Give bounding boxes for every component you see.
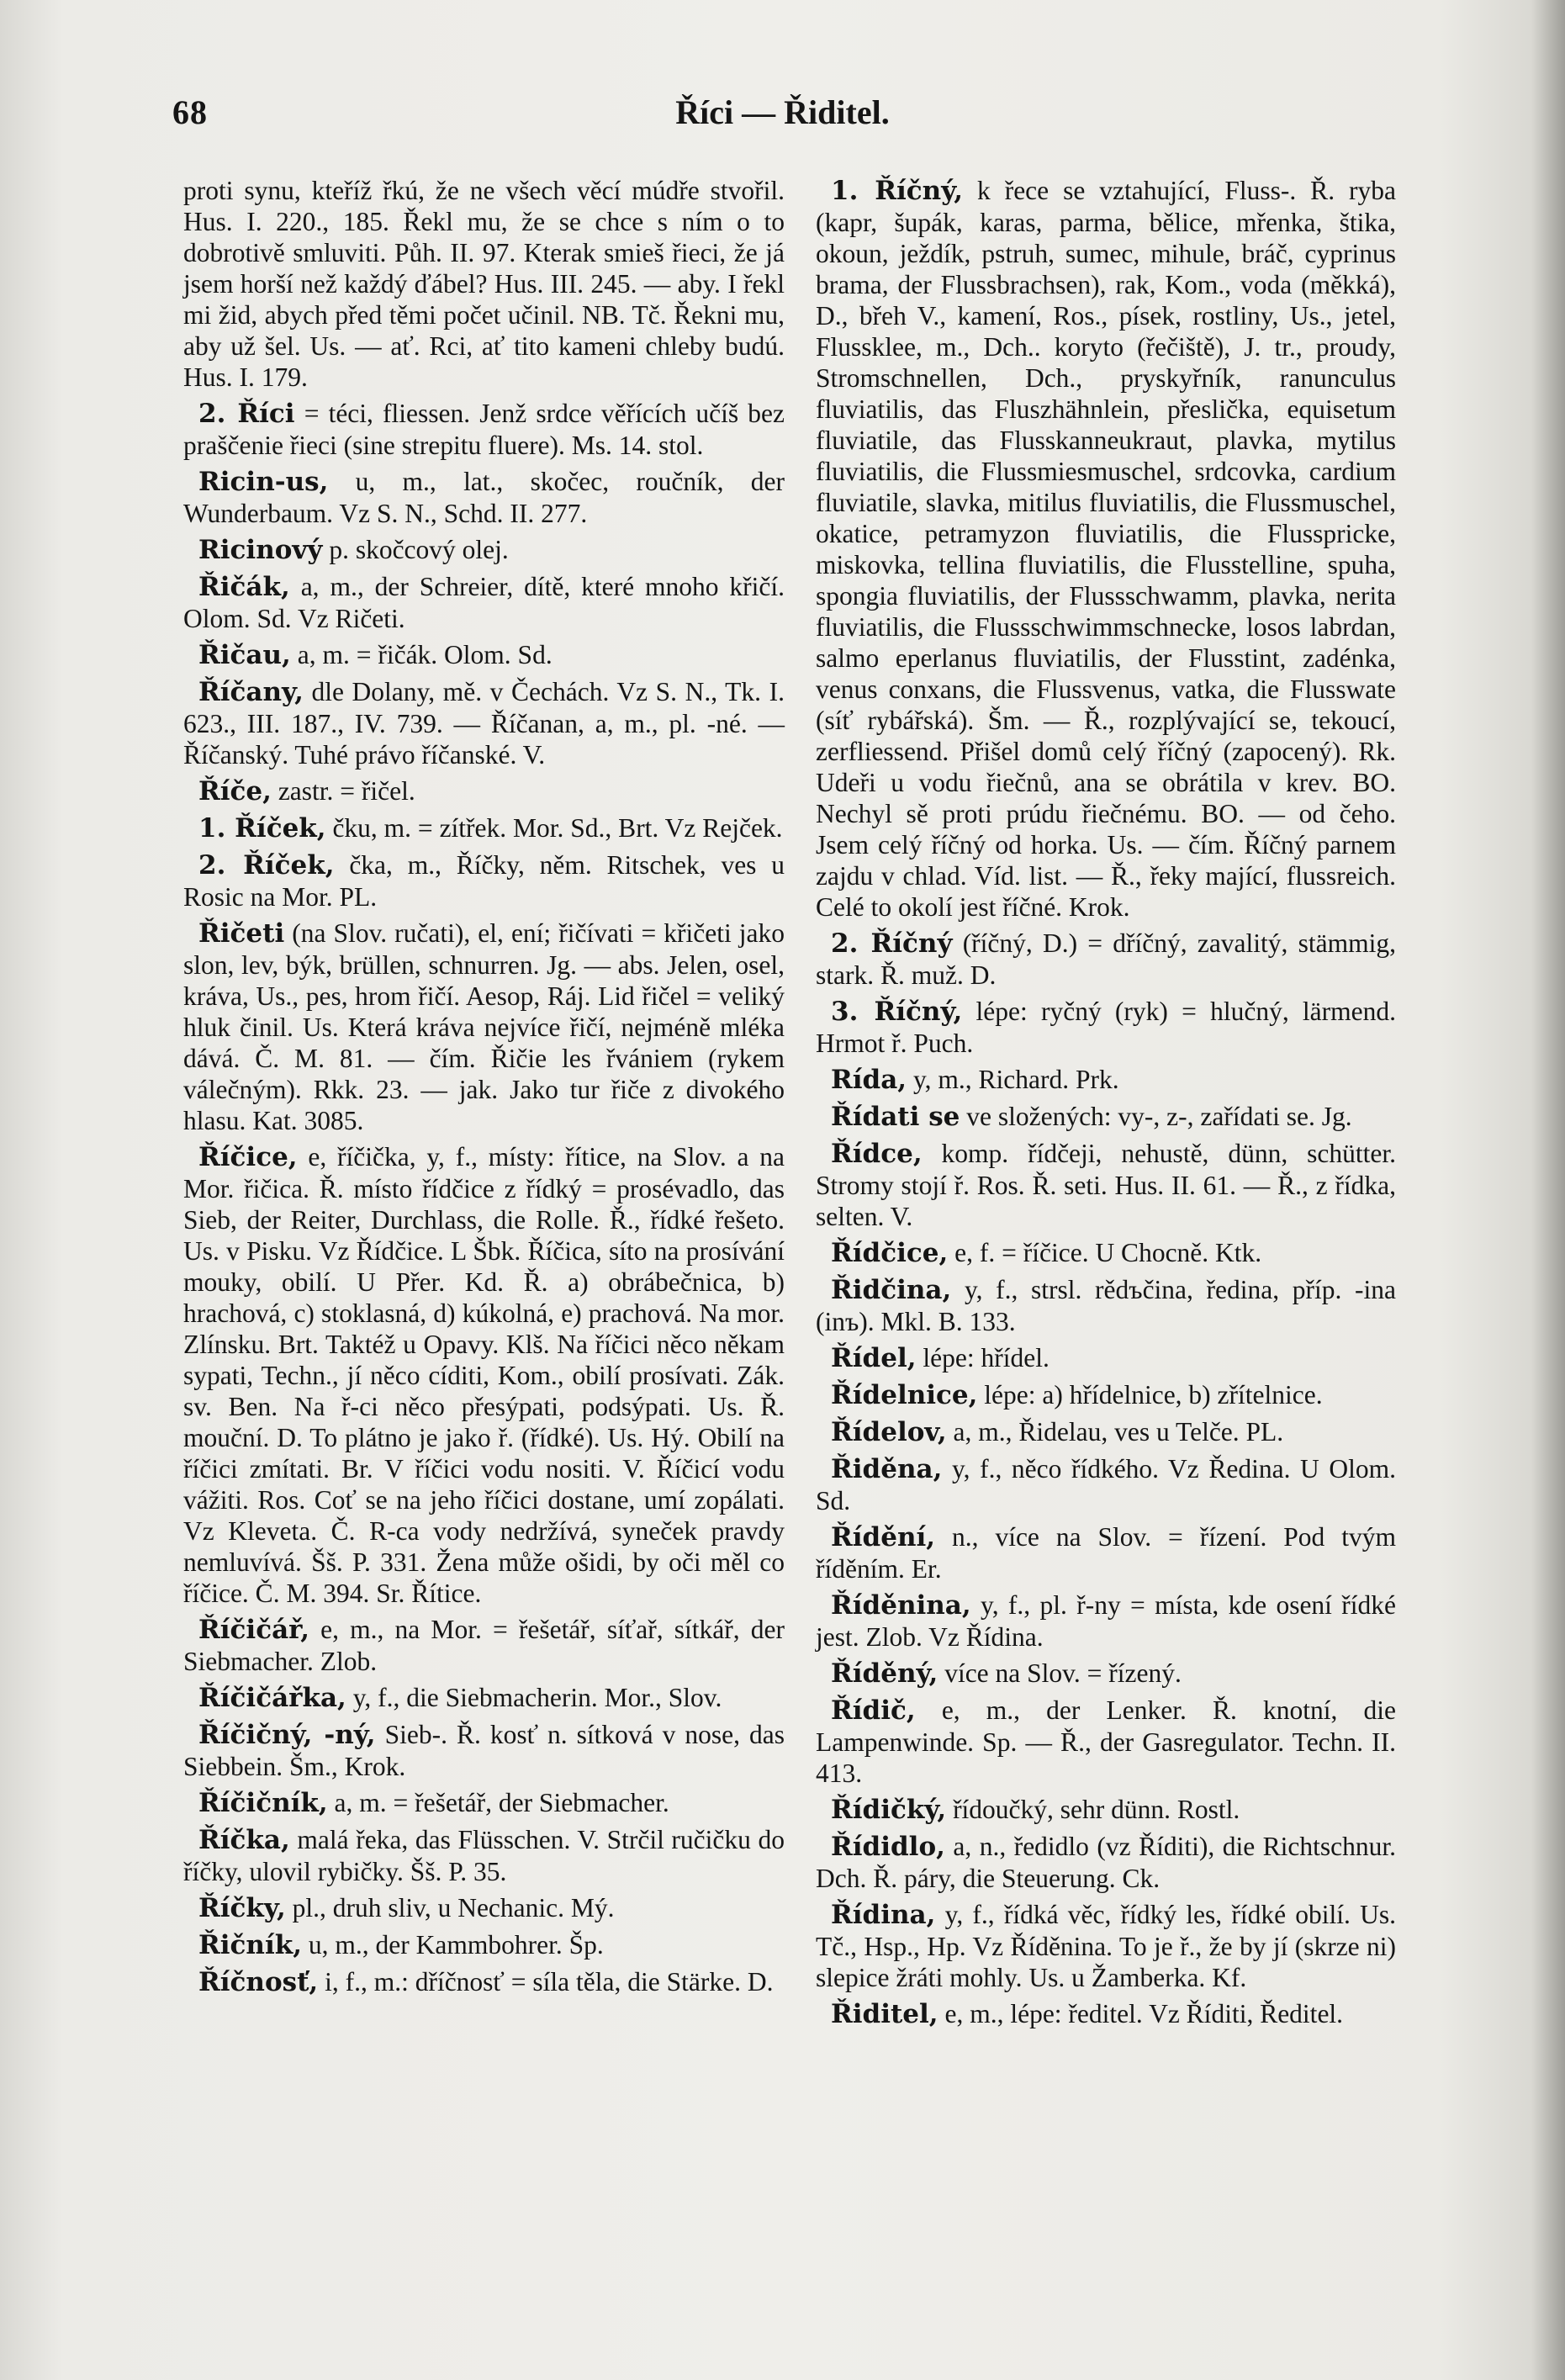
dictionary-entry (816, 1064, 1396, 1096)
dictionary-entry (816, 1453, 1396, 1516)
dictionary-entry (183, 1929, 785, 1961)
dictionary-entry (183, 534, 785, 566)
entry-headword: Říčičář, (198, 1615, 310, 1645)
entry-headword: Řídidlo, (831, 1832, 945, 1862)
entry-headword: Říděnina, (831, 1590, 971, 1621)
entry-headword: Říčice, (198, 1142, 298, 1172)
dictionary-entry (183, 812, 785, 844)
entry-headword: Říčičný, -ný, (198, 1720, 376, 1750)
dictionary-entry (816, 1794, 1396, 1826)
entry-text: zastr. = řičel. (278, 776, 415, 806)
entry-headword: 1. Říček, (198, 813, 326, 844)
dictionary-entry (816, 1237, 1396, 1269)
entry-text: a, m. = řešetář, der Siebmacher. (334, 1788, 669, 1817)
dictionary-entry (816, 1521, 1396, 1584)
entry-text: ve složených: vy-, z-, zařídati se. Jg. (966, 1102, 1352, 1131)
entry-text: u, m., lat., skočec, roučník, der Wunderbaum. Vz S. N., Schd. II. 277. (183, 467, 785, 528)
entry-text: u, m., der Kammbohrer. Šp. (308, 1930, 604, 1960)
dictionary-entry (816, 1379, 1396, 1411)
right-column (816, 175, 1396, 2035)
dictionary-entry (183, 175, 785, 393)
dictionary-entry (183, 1892, 785, 1924)
entry-text: a, n., ředidlo (vz Říditi), die Richtschnur. Dch. Ř. páry, die Steuerung. Ck. (816, 1832, 1397, 1893)
dictionary-entry (183, 1719, 785, 1782)
entry-headword: Ricin-us, (198, 467, 329, 497)
running-head: Říci — Řiditel. (675, 93, 890, 131)
entry-text: e, f. = říčice. U Chocně. Ktk. (954, 1238, 1262, 1267)
dictionary-entry (816, 1899, 1396, 1993)
entry-headword: Říčičářka, (198, 1683, 346, 1713)
dictionary-entry (816, 928, 1396, 991)
entry-text: y, m., Richard. Prk. (912, 1065, 1119, 1094)
entry-text: čka, m., Říčky, něm. Ritschek, ves u Rosic na Mor. PL. (183, 850, 785, 912)
entry-text: k řece se vztahující, Fluss-. Ř. ryba (kapr, šupák, karas, parma, bělice, mřenka, štika, okoun, ježdík, pstruh, sumec, mihule, bráč, cyprinus brama, der Flussbrachsen), rak, Kom., voda (měkká), D., břeh V., kamení, Ros., písek, rostliny, Us., jetel, Flussklee, m., Dch.. koryto (řečiště), J. tr., proudy, Stromschnellen, Dch., pryskyřník, ranunculus fluviatilis, das Fluszhähnlein, přeslička, equisetum fluviatile, das Flusskanneukraut, plavka, mytilus fluviatilis, die Flussmiesmuschel, srdcovka, cardium fluviatile, slavka, mitilus fluviatilis, die Flussmuschel, okatice, petramyzon fluviatilis, die Flusspricke, miskovka, tellina fluviatilis, die Flusstelline, spuha, spongia fluviatilis, der Flussschwamm, plavka, nerita fluviatilis, die Flussschwimmschnecke, losos labrdan, salmo eperlanus fluviatilis, der Flusstint, zadénka, venus conxans, die Flussvenus, vatka, die Flusswate (síť rybářská). Šm. — Ř., rozplývající se, tekoucí, zerfliessend. Přišel domů celý říčný (zapocený). Rk. Udeři u vodu řiečnů, ana se obrátila v krev. BO. Nechyl sě proti prúdu řiečnému. BO. — od čeho. Jsem celý říčný od horka. Us. — čím. Říčný parnem zajdu v chlad. Víd. list. — Ř., řeky mající, flussreich. Celé to okolí jest říčné. Krok. (816, 176, 1396, 922)
entry-text: lépe: ryčný (ryk) = hlučný, lärmend. Hrmot ř. Puch. (816, 997, 1397, 1058)
entry-headword: 2. Říček, (198, 850, 335, 881)
entry-headword: Řídina, (831, 1900, 936, 1930)
dictionary-entry (816, 1695, 1396, 1789)
entry-text: dle Dolany, mě. v Čechách. Vz S. N., Tk. I. 623., III. 187., IV. 739. — Říčanan, a, m., pl. -né. — Říčanský. Tuhé právo říčanské. V. (183, 677, 785, 770)
entry-headword: Rída, (831, 1065, 907, 1095)
dictionary-entry (816, 1101, 1396, 1133)
entry-headword: Říčka, (198, 1825, 290, 1855)
entry-text: lépe: a) hřídelnice, b) zřítelnice. (984, 1380, 1323, 1409)
dictionary-entry (183, 775, 785, 807)
entry-text: čku, m. = zítřek. Mor. Sd., Brt. Vz Rejček. (332, 813, 783, 843)
dictionary-entry (816, 1342, 1396, 1374)
entry-headword: Říčičník, (198, 1788, 328, 1818)
entry-text: e, říčička, y, f., místy: řítice, na Slov. a na Mor. řičica. Ř. místo řídčice z řídký = prosévadlo, das Sieb, der Reiter, Durchlass, die Rolle. Ř., řídké řešeto. Us. v Pisku. Vz Řídčice. L Šbk. Říčica, síto na prosívání mouky, obilí. U Přer. Kd. Ř. a) obrábečnica, b) hrachová, c) stoklasná, d) kúkolná, e) prachová. Na mor. Zlínsku. Brt. Taktéž u Opavy. Klš. Na říčici něco někam sypati, Techn., jí něco cíditi, Kom., obilí prosívati. Zák. sv. Ben. Na ř-ci něco přesýpati, podsýpati. Us. Ř. mouční. D. To plátno je jako ř. (řídké). Us. Hý. Obilí na říčici zmítati. Br. V říčici vodu nositi. V. Říčicí vodu vážiti. Ros. Coť se na jeho říčici dostane, umí zopálati. Vz Kleveta. Č. R-ca vody nedržívá, syneček pravdy nemluvívá. Šš. P. 331. Žena může ošidi, by oči měl co říčice. Č. M. 394. Sr. Řítice. (183, 1142, 785, 1608)
entry-text: y, f., strsl. rědъčina, ředina, příp. -ina (inъ). Mkl. B. 133. (816, 1275, 1396, 1336)
dictionary-entry (183, 398, 785, 461)
dictionary-entry (816, 1831, 1396, 1894)
entry-headword: Řiděna, (831, 1454, 943, 1484)
dictionary-entry (183, 1787, 785, 1819)
entry-text: a, m., Řidelau, ves u Telče. PL. (953, 1417, 1284, 1447)
entry-headword: Řičeti (198, 918, 285, 949)
entry-text: y, f., die Siebmacherin. Mor., Slov. (352, 1683, 722, 1712)
dictionary-entry (183, 1682, 785, 1714)
entry-text: malá řeka, das Flüsschen. V. Strčil ručičku do říčky, ulovil rybičky. Šš. P. 35. (183, 1825, 785, 1886)
entry-headword: Řídelnice, (831, 1380, 978, 1410)
entry-headword: Říčnosť, (198, 1967, 319, 1997)
dictionary-entry (816, 1998, 1396, 2030)
entry-headword: Řídění, (831, 1522, 936, 1552)
entry-text: komp. řídčeji, nehustě, dünn, schütter. Stromy stojí ř. Ros. Ř. seti. Hus. II. 61. — Ř., z řídka, selten. V. (816, 1139, 1396, 1231)
entry-text: a, m. = řičák. Olom. Sd. (297, 640, 553, 669)
dictionary-entry (816, 1658, 1396, 1690)
page-number: 68 (172, 93, 208, 131)
dictionary-entry (183, 571, 785, 634)
entry-headword: Řídelov, (831, 1417, 947, 1447)
dictionary-entry (816, 175, 1396, 923)
entry-headword: Řiditel, (831, 1999, 938, 2029)
dictionary-entry (816, 1589, 1396, 1653)
dictionary-entry (183, 676, 785, 770)
entry-text: a, m., der Schreier, dítě, které mnoho křičí. Olom. Sd. Vz Ričeti. (183, 572, 785, 633)
entry-text: více na Slov. = řízený. (944, 1658, 1182, 1688)
entry-text: y, f., pl. ř-ny = místa, kde osení řídké jest. Zlob. Vz Řídina. (816, 1590, 1396, 1652)
dictionary-entry (183, 639, 785, 671)
entry-text: (na Slov. ručati), el, ení; řičívati = křičeti jako slon, lev, býk, brüllen, schnurren. Jg. — abs. Jelen, osel, kráva, Us., pes, hrom řičí. Aesop, Ráj. Lid řičel = veliký hluk činil. Us. Která kráva nejvíce řičí, nejméně mléka dává. Č. M. 81. — čím. Řičie les řvániem (rykem válečným). Rkk. 23. — jak. Jako tur řiče z divokého hlasu. Kat. 3085. (183, 918, 785, 1135)
entry-headword: 1. Říčný, (831, 176, 964, 206)
entry-headword: Říče, (198, 776, 272, 807)
entry-text: lépe: hřídel. (923, 1343, 1050, 1372)
dictionary-entry (816, 1274, 1396, 1337)
page-header (0, 93, 1565, 143)
entry-headword: Řídce, (831, 1139, 923, 1169)
entry-text: i, f., m.: dříčnosť = síla těla, die Stärke. D. (325, 1967, 774, 1997)
entry-headword: Řičák, (198, 572, 290, 602)
dictionary-entry (183, 1141, 785, 1609)
entry-text: proti synu, kteříž řkú, že ne všech věcí múdře stvořil. Hus. I. 220., 185. Řekl mu, že se chce s ním o to dobrotivě smluviti. Půh. II. 97. Kterak smieš řieci, že já jsem horší než každý ďábel? Hus. III. 245. — aby. I řekl mi žid, abych před těmi počet učinil. NB. Tč. Řekni mu, aby už šel. Us. — ať. Rci, ať tito kameni chleby budú. Hus. I. 179. (183, 176, 785, 392)
page-edge-shadow (1531, 0, 1565, 2380)
entry-headword: 2. Říčný (831, 928, 953, 959)
entry-text: pl., druh sliv, u Nechanic. Mý. (292, 1893, 615, 1923)
entry-headword: Říděný, (831, 1658, 938, 1689)
dictionary-entry (816, 1416, 1396, 1448)
entry-headword: Řídčice, (831, 1238, 949, 1268)
entry-text: p. skočcový olej. (329, 535, 509, 564)
dictionary-entry (816, 996, 1396, 1059)
entry-headword: 2. Říci (198, 399, 295, 429)
entry-headword: Říčany, (198, 677, 304, 707)
dictionary-entry (183, 1614, 785, 1677)
entry-text: e, m., na Mor. = řešetář, síťař, sítkář, der Siebmacher. Zlob. (183, 1615, 785, 1676)
entry-headword: Ricinový (198, 535, 323, 565)
entry-headword: Řičník, (198, 1930, 303, 1960)
entry-headword: Řídati se (831, 1102, 960, 1132)
entry-headword: Řídič, (831, 1695, 916, 1726)
entry-text: e, m., lépe: ředitel. Vz Říditi, Ředitel. (944, 1999, 1344, 2028)
entry-headword: Řídel, (831, 1343, 917, 1373)
entry-text: y, f., řídká věc, řídký les, řídké obilí. Us. Tč., Hsp., Hp. Vz Říděnina. To je ř., že by jí (skrze ni) slepice žráti mohly. Us. u Žamberka. Kf. (816, 1900, 1397, 1992)
left-column (183, 175, 785, 2003)
dictionary-entry (183, 849, 785, 912)
entry-text: e, m., der Lenker. Ř. knotní, die Lampenwinde. Sp. — Ř., der Gasregulator. Techn. II. 413. (816, 1695, 1397, 1788)
entry-text: (říčný, D.) = dříčný, zavalitý, stämmig, stark. Ř. muž. D. (816, 928, 1397, 990)
entry-headword: Řičau, (198, 640, 291, 670)
entry-text: n., více na Slov. = řízení. Pod tvým říděním. Er. (816, 1522, 1397, 1584)
entry-headword: Říčky, (198, 1893, 286, 1923)
entry-text: = téci, fliessen. Jenž srdce věřících učíš bez praščenie řieci (sine strepitu fluere). Ms. 14. stol. (183, 399, 785, 460)
dictionary-entry (816, 1138, 1396, 1232)
dictionary-entry (183, 466, 785, 529)
entry-headword: Řídičký, (831, 1795, 947, 1825)
dictionary-entry (183, 1824, 785, 1887)
dictionary-entry (183, 1966, 785, 1998)
entry-text: y, f., něco řídkého. Vz Ředina. U Olom. Sd. (816, 1454, 1396, 1515)
entry-text: řídoučký, sehr dünn. Rostl. (953, 1795, 1240, 1824)
entry-headword: Řidčina, (831, 1275, 952, 1305)
entry-text: Sieb-. Ř. kosť n. sítková v nose, das Siebbein. Šm., Krok. (183, 1720, 785, 1781)
dictionary-entry (183, 918, 785, 1136)
entry-headword: 3. Říčný, (831, 997, 963, 1027)
